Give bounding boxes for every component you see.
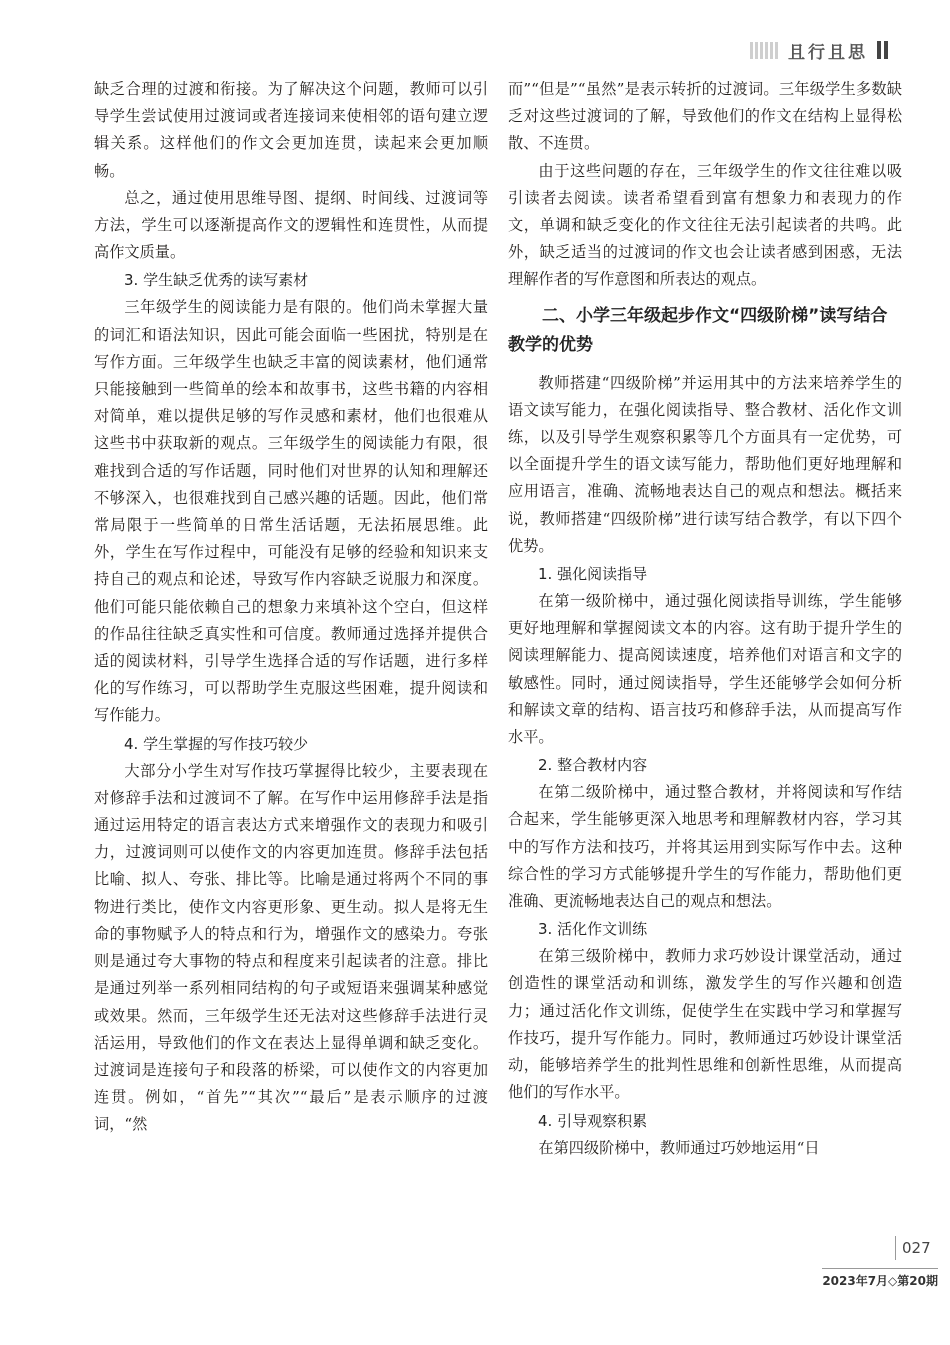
page-number: 027: [895, 1236, 938, 1260]
header-title: 且行且思: [788, 42, 868, 63]
header-bars-decoration: [874, 41, 888, 59]
subheading: 3. 活化作文训练: [538, 920, 648, 939]
body-paragraph: 总之，通过使用思维导图、提纲、时间线、过渡词等方法，学生可以逐渐提高作文的逻辑性和连贯性，从而提高作文质量。: [94, 188, 488, 262]
section-heading: 二、小学三年级起步作文“四级阶梯”读写结合教学的优势: [508, 305, 888, 355]
subheading: 1. 强化阅读指导: [538, 565, 648, 584]
body-paragraph: 在第一级阶梯中，通过强化阅读指导训练，学生能够更好地理解和掌握阅读文本的内容。这有助于提升学生的阅读理解能力、提高阅读速度，培养他们对语言和文字的敏感性。同时，通过阅读指导，学生还能够学会如何分析和解读文章的结构、语言技巧和修辞手法，从而提高写作水平。: [508, 592, 902, 747]
body-paragraph: 三年级学生的阅读能力是有限的。他们尚未掌握大量的词汇和语法知识，因此可能会面临一些困扰，特别是在写作方面。三年级学生也缺乏丰富的阅读素材，他们通常只能接触到一些简单的绘本和故事书，这些书籍的内容相对简单，难以提供足够的写作灵感和素材，他们也很难从这些书中获取新的观点。三年级学生的阅读能力有限，很难找到合适的写作话题，同时他们对世界的认知和理解还不够深入，也很难找到自己感兴趣的话题。因此，他们常常局限于一些简单的日常生活话题，无法拓展思维。此外，学生在写作过程中，可能没有足够的经验和知识来支持自己的观点和论述，导致写作内容缺乏说服力和深度。他们可能只能依赖自己的想象力来填补这个空白，但这样的作品往往缺乏真实性和可信度。教师通过选择并提供合适的阅读材料，引导学生选择合适的写作话题，进行多样化的写作练习，可以帮助学生克服这些困难，提升阅读和写作能力。: [94, 298, 488, 725]
issue-footer: 2023年7月◇第20期: [822, 1268, 938, 1289]
right-column: [508, 76, 902, 1162]
subheading: 4. 引导观察积累: [538, 1111, 648, 1130]
left-column: [94, 76, 488, 1139]
body-paragraph: 缺乏合理的过渡和衔接。为了解决这个问题，教师可以引导学生尝试使用过渡词或者连接词来使相邻的语句建立逻辑关系。这样他们的作文会更加连贯，读起来会更加顺畅。: [94, 80, 488, 180]
body-paragraph: 在第四级阶梯中，教师通过巧妙地运用“日: [538, 1138, 820, 1157]
header-stripes-decoration: [750, 42, 780, 59]
subheading: 4. 学生掌握的写作技巧较少: [124, 734, 309, 753]
body-paragraph: 大部分小学生对写作技巧掌握得比较少，主要表现在对修辞手法和过渡词不了解。在写作中运用修辞手法是指通过运用特定的语言表达方式来增强作文的表现力和吸引力，过渡词则可以使作文的内容更加连贯。修辞手法包括比喻、拟人、夸张、排比等。比喻是通过将两个不同的事物进行类比，使作文内容更形象、更生动。拟人是将无生命的事物赋予人的特点和行为，增强作文的感染力。夸张则是通过夸大事物的特点和程度来引起读者的注意。排比是通过列举一系列相同结构的句子或短语来强调某种感觉或效果。然而，三年级学生还无法对这些修辞手法进行灵活运用，导致他们的作文在表达上显得单调和缺乏变化。过渡词是连接句子和段落的桥梁，可以使作文的内容更加连贯。例如，“首先”“其次”“最后”是表示顺序的过渡词，“然: [94, 761, 488, 1134]
body-paragraph: 而”“但是”“虽然”是表示转折的过渡词。三年级学生多数缺乏对这些过渡词的了解，导致他们的作文在结构上显得松散、不连贯。: [508, 80, 902, 153]
subheading: 2. 整合教材内容: [538, 756, 648, 775]
body-paragraph: 教师搭建“四级阶梯”并运用其中的方法来培养学生的语文读写能力，在强化阅读指导、整合教材、活化作文训练，以及引导学生观察积累等几个方面具有一定优势，可以全面提升学生的语文读写能力，帮助他们更好地理解和应用语言，准确、流畅地表达自己的观点和想法。概括来说，教师搭建“四级阶梯”进行读写结合教学，有以下四个优势。: [508, 373, 902, 555]
running-header: [750, 38, 888, 62]
body-paragraph: 在第三级阶梯中，教师力求巧妙设计课堂活动，通过创造性的课堂活动和训练，激发学生的写作兴趣和创造力；通过活化作文训练，促使学生在实践中学习和掌握写作技巧，提升写作能力。同时，教师通过巧妙设计课堂活动，能够培养学生的批判性思维和创新性思维，从而提高他们的写作水平。: [508, 947, 902, 1102]
subheading: 3. 学生缺乏优秀的读写素材: [124, 271, 309, 290]
body-paragraph: 在第二级阶梯中，通过整合教材，并将阅读和写作结合起来，学生能够更深入地思考和理解教材内容，学习其中的写作方法和技巧，并将其运用到实际写作中去。这种综合性的学习方式能够提升学生的写作能力，帮助他们更准确、更流畅地表达自己的观点和想法。: [508, 783, 902, 911]
body-paragraph: 由于这些问题的存在，三年级学生的作文往往难以吸引读者去阅读。读者希望看到富有想象力和表现力的作文，单调和缺乏变化的作文往往无法引起读者的共鸣。此外，缺乏适当的过渡词的作文也会让读者感到困惑，无法理解作者的写作意图和所表达的观点。: [508, 161, 902, 289]
